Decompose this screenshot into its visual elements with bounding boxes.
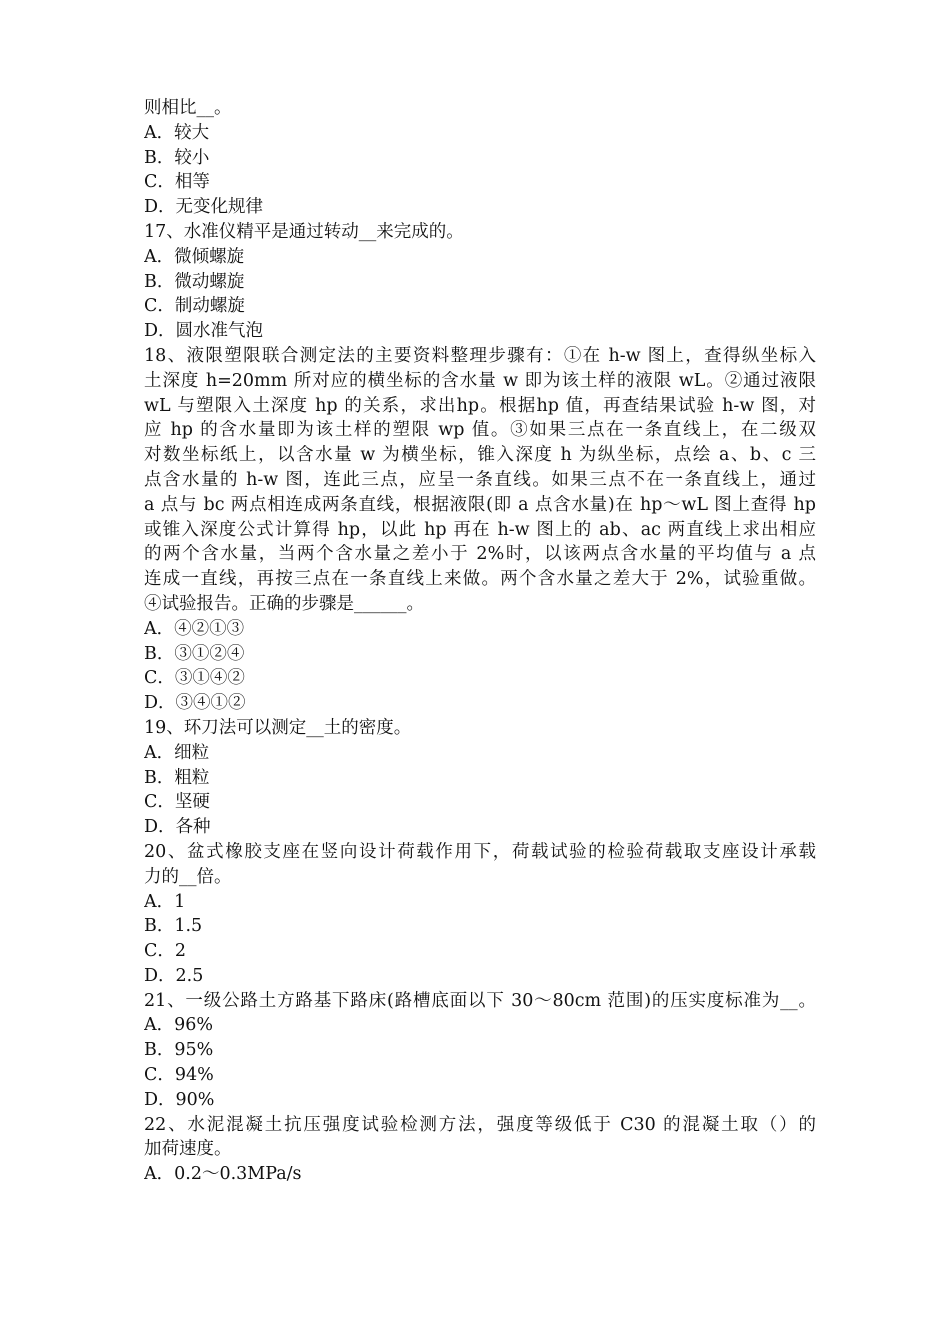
document-page: [144, 96, 816, 1187]
question-20-text: 力的__倍。: [144, 866, 232, 887]
question-18-text: 土深度 h=20mm 所对应的横坐标的含水量 w 即为该土样的液限 wL。②通过液限: [144, 370, 816, 391]
option-line: B．微动螺旋: [144, 271, 245, 292]
question-18-text: 或锥入深度公式计算得 hp，以此 hp 再在 h-w 图上的 ab、ac 两直线上求出相应: [144, 519, 816, 540]
question-21: 21、一级公路土方路基下路床(路槽底面以下 30～80cm 范围)的压实度标准为__。: [144, 990, 816, 1011]
option-line: C．94%: [144, 1065, 214, 1086]
option-line: C．2: [144, 941, 187, 962]
option-line: B．95%: [144, 1040, 214, 1061]
option-line: B．③①②④: [144, 643, 245, 664]
question-18-text: 的两个含水量，当两个含水量之差小于 2%时，以该两点含水量的平均值与 a 点: [144, 544, 816, 565]
option-line: A．1: [144, 891, 186, 912]
question-18-text: 点含水量的 h-w 图，连此三点，应呈一条直线。如果三点不在一条直线上，通过: [144, 469, 816, 490]
question-18-text: 应 hp 的含水量即为该土样的塑限 wp 值。③如果三点在一条直线上，在二级双: [144, 420, 816, 441]
option-line: A．细粒: [144, 742, 210, 763]
option-line: C．坚硬: [144, 792, 210, 813]
question-19: 19、环刀法可以测定__土的密度。: [144, 717, 412, 738]
option-line: B．较小: [144, 147, 210, 168]
option-line: D．90%: [144, 1089, 215, 1110]
question-18-text: wL 与塑限入土深度 hp 的关系，求出hp。根据hp 值，再查结果试验 h-w 图，对: [144, 395, 816, 416]
option-line: C．③①④②: [144, 668, 245, 689]
option-line: D．2.5: [144, 965, 204, 986]
question-18: 18、液限塑限联合测定法的主要资料整理步骤有：①在 h-w 图上，查得纵坐标入: [144, 345, 816, 366]
option-line: D．圆水准气泡: [144, 321, 264, 342]
option-line: A．96%: [144, 1015, 214, 1036]
option-line: A．④②①③: [144, 618, 245, 639]
question-22: 22、水泥混凝土抗压强度试验检测方法，强度等级低于 C30 的混凝土取（）的: [144, 1114, 816, 1135]
question-18-text: ④试验报告。正确的步骤是______。: [144, 593, 424, 614]
option-line: B．1.5: [144, 916, 203, 937]
option-line: C．相等: [144, 172, 210, 193]
text-line: 则相比__。: [144, 98, 232, 118]
option-line: A．较大: [144, 122, 210, 143]
question-22-text: 加荷速度。: [144, 1139, 232, 1160]
question-17: 17、水准仪精平是通过转动__来完成的。: [144, 221, 464, 242]
option-line: A．微倾螺旋: [144, 246, 245, 267]
option-line: D．无变化规律: [144, 197, 264, 218]
option-line: B．粗粒: [144, 767, 210, 788]
question-20: 20、盆式橡胶支座在竖向设计荷载作用下，荷载试验的检验荷载取支座设计承载: [144, 841, 816, 862]
option-line: D．③④①②: [144, 693, 246, 714]
option-line: A．0.2～0.3MPa/s: [144, 1164, 302, 1185]
question-18-text: a 点与 bc 两点相连成两条直线，根据液限(即 a 点含水量)在 hp～wL 图上查得 hp: [144, 494, 816, 515]
option-line: D．各种: [144, 817, 211, 838]
question-18-text: 对数坐标纸上，以含水量 w 为横坐标，锥入深度 h 为纵坐标，点绘 a、b、c 三: [144, 445, 816, 466]
question-18-text: 连成一直线，再按三点在一条直线上来做。两个含水量之差大于 2%，试验重做。: [144, 569, 816, 590]
option-line: C．制动螺旋: [144, 296, 245, 317]
